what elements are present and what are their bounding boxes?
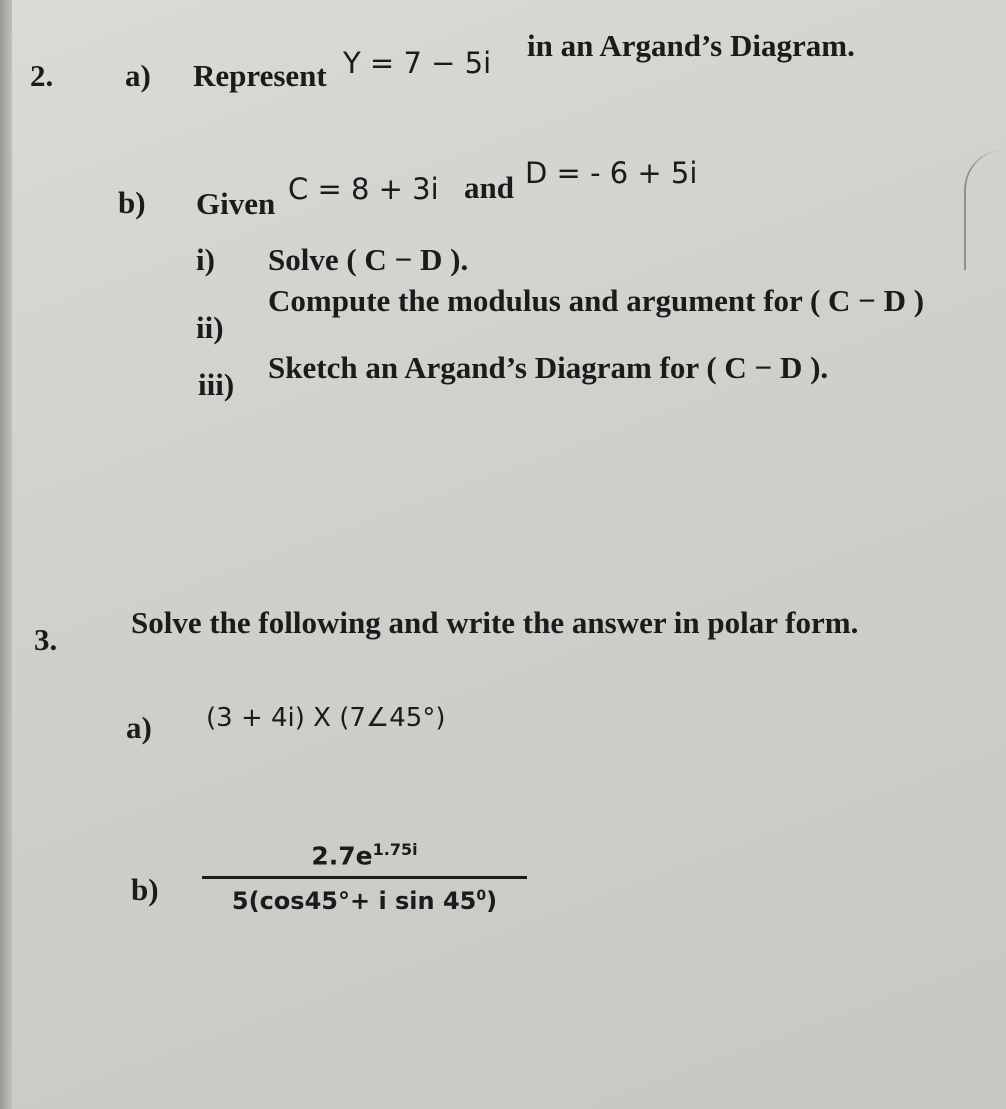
q3b-numerator-exponent: 1.75i (372, 840, 418, 859)
fraction-bar (202, 876, 527, 879)
q3b-denominator-main: 5(cos45°+ i sin 45 (231, 887, 477, 916)
q2b-iii-text: Sketch an Argand’s Diagram for ( C − D ). (268, 350, 829, 385)
q3b-denominator-close: ) (486, 887, 498, 916)
q3a-label: a) (126, 710, 152, 745)
q3b-numerator (202, 840, 527, 870)
q3-number: 3. (34, 622, 58, 657)
q2a-tail: in an Argand’s Diagram. (527, 28, 855, 63)
q3b-fraction (202, 840, 527, 915)
q2a-expression: Y = 7 − 5i (343, 46, 492, 80)
q2b-and: and (464, 170, 514, 205)
q3b-denominator (202, 887, 527, 915)
q2b-iii-label: iii) (198, 367, 235, 402)
q3b-numerator-base: 2.7e (311, 841, 373, 871)
q3b-label: b) (131, 872, 159, 907)
q2b-ii-label: ii) (196, 310, 224, 345)
q2b-label: b) (118, 185, 146, 220)
q2b-i-label: i) (196, 242, 215, 277)
q2a-text: Represent (193, 58, 327, 93)
page-fold-shadow (964, 150, 1006, 270)
q2b-expression-d: D = - 6 + 5i (525, 156, 698, 190)
q3b-denominator-degree: 0 (476, 888, 487, 905)
q2b-expression-c: C = 8 + 3i (288, 172, 439, 206)
q3-instruction: Solve the following and write the answer in polar form. (131, 605, 859, 640)
q2-number: 2. (30, 58, 54, 93)
q2b-text: Given (196, 186, 276, 221)
q2a-label: a) (125, 58, 151, 93)
page-edge (0, 0, 12, 1109)
q2b-i-text: Solve ( C − D ). (268, 242, 469, 277)
q2b-ii-text: Compute the modulus and argument for ( C − D ) (268, 283, 925, 318)
q3a-expression: (3 + 4i) X (7∠45°) (206, 703, 446, 733)
